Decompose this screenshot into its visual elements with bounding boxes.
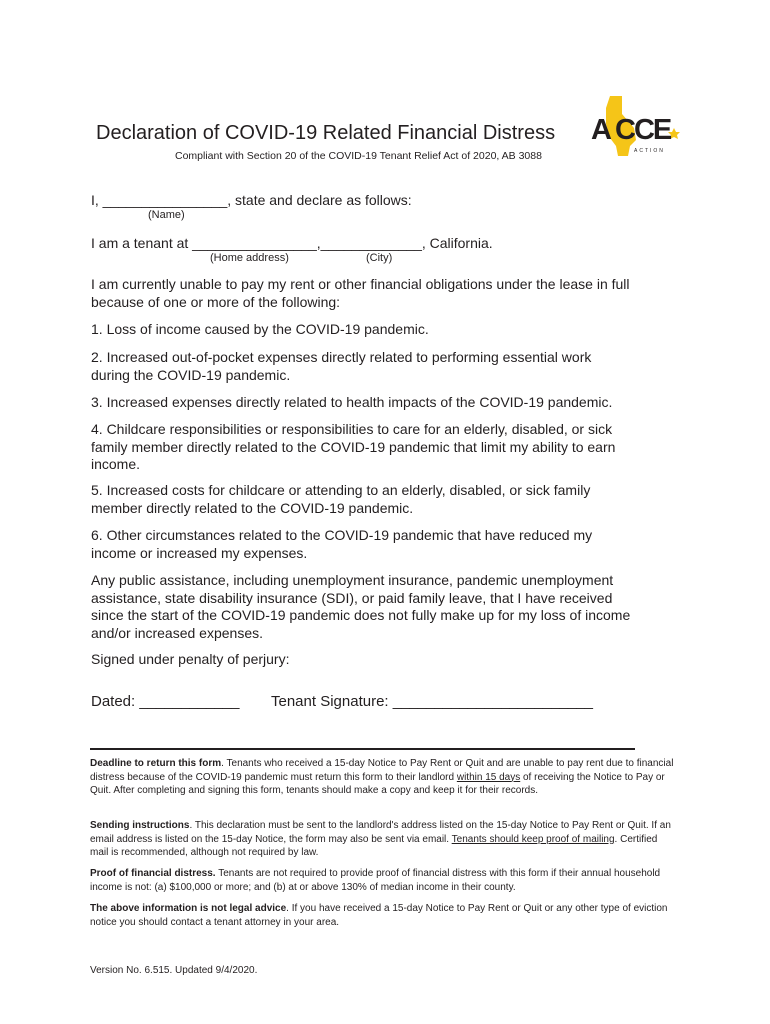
assistance-paragraph: Any public assistance, including unemployment insurance, pandemic unemployment assistance, state disability insurance (SDI), or paid family leave, that I have received since the start of the COVID-19 pandemic does not fully make up for my loss of income and/or increased expenses. [91,572,631,641]
version-footer: Version No. 6.515. Updated 9/4/2020. [90,965,258,976]
address-caption: (Home address) [210,252,289,264]
signed-text: Signed under penalty of perjury: [91,651,290,667]
sending-text: . This declaration must be sent to the landlord's address listed on the 15-day Notice to Pay Rent or Quit. If an email address is listed on the 15-day Notice, the form may also be sent via email. [90,820,671,845]
page-title: Declaration of COVID-19 Related Financial Distress [96,122,556,144]
reason-item: 6. Other circumstances related to the COVID-19 pandemic that have reduced my income or increased my expenses. [91,527,593,561]
acce-logo [588,94,682,160]
divider [90,748,635,750]
reason-item: 2. Increased out-of-pocket expenses directly related to performing essential work during the COVID-19 pandemic. [91,349,592,383]
proof-text: Tenants are not required to provide proof of financial distress with this form if their annual household income is not: (a) $100,000 or more; and (b) at or above 130% of median income in their county. [90,868,661,893]
deadline-text: . Tenants who received a 15-day Notice to Pay Rent or Quit and are unable to pay rent due to financial distress because of the COVID-19 pandemic must return this form to their landlord [90,758,674,783]
sending-note [90,819,676,860]
reason-item: 3. Increased expenses directly related to health impacts of the COVID-19 pandemic. [91,394,613,410]
proof-note [90,867,676,894]
sending-underlined: Tenants should keep proof of mailing [451,833,615,845]
reason-item: 5. Increased costs for childcare or attending to an elderly, disabled, or sick family member directly related to the COVID-19 pandemic. [91,482,591,516]
name-caption: (Name) [148,209,185,221]
intro-paragraph: I am currently unable to pay my rent or other financial obligations under the lease in full because of one or more of the following: [91,276,630,310]
proof-heading: Proof of financial distress. [90,868,216,879]
deadline-heading: Deadline to return this form [90,758,222,769]
reason-item: 1. Loss of income caused by the COVID-19 pandemic. [91,321,429,337]
declaration-line: I, ________________, state and declare as follows: [91,192,412,208]
legal-note [90,902,676,929]
deadline-text-end: of receiving the Notice to Pay or Quit. After completing and signing this form, tenants should make a copy and keep it for their records. [90,771,665,796]
reason-item: 4. Childcare responsibilities or responsibilities to care for an elderly, disabled, or sick family member directly related to the COVID-19 pandemic that limit my ability to earn income. [91,421,616,472]
city-caption: (City) [366,252,393,264]
deadline-underlined: within 15 days [456,771,521,783]
page-subtitle: Compliant with Section 20 of the COVID-19 Tenant Relief Act of 2020, AB 3088 [175,150,542,162]
sending-text-end: . Certified mail is recommended, although not required by law. [90,833,658,858]
signature-field[interactable]: Tenant Signature: ________________________ [271,693,593,710]
deadline-note [90,757,676,798]
logo-tagline: ACTION [634,148,665,154]
tenant-line: I am a tenant at ________________,_____________, California. [91,235,493,251]
sending-heading: Sending instructions [90,820,190,831]
legal-text: . If you have received a 15-day Notice to Pay Rent or Quit or any other type of eviction notice you should contact a tenant attorney in your area. [90,903,668,928]
legal-heading: The above information is not legal advice [90,903,287,914]
logo-text-cce: CCE [615,114,671,146]
dated-field[interactable]: Dated: ____________ [91,693,240,710]
logo-text-a: A [591,114,610,146]
